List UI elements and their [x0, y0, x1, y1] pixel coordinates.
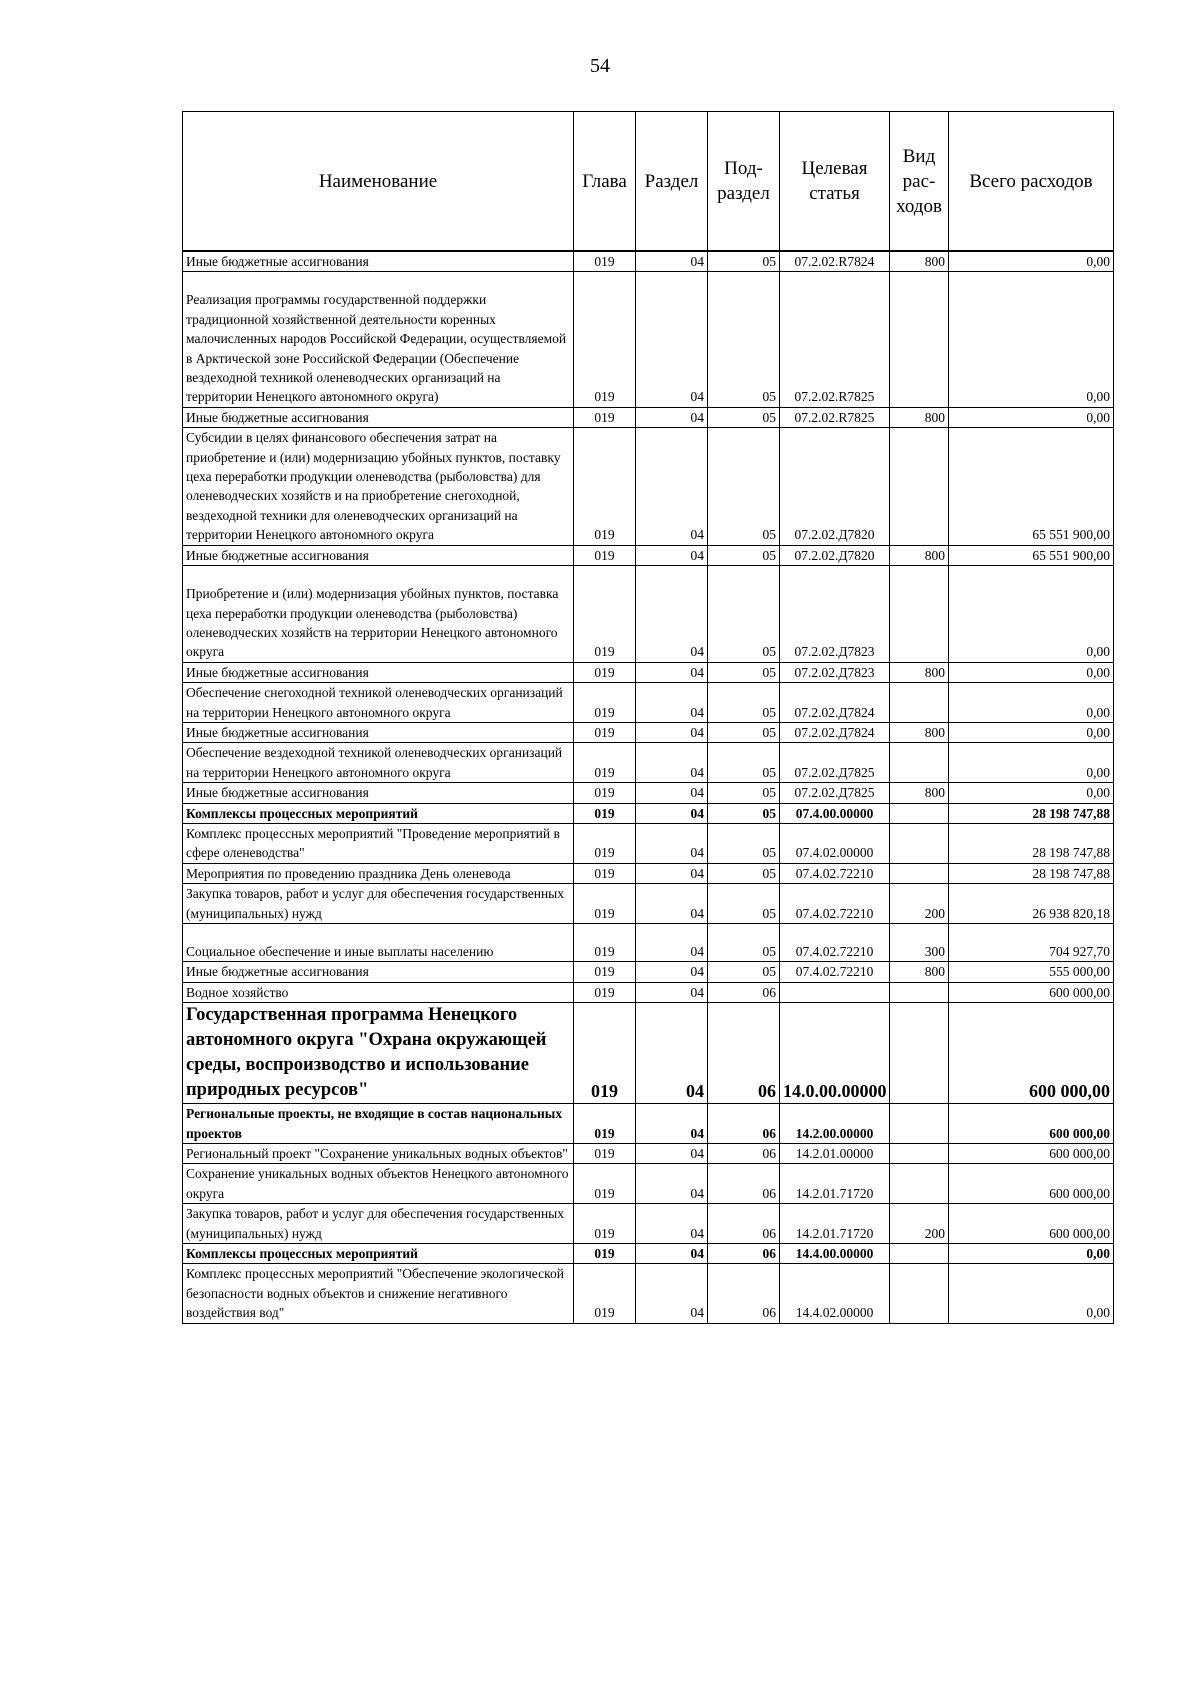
row-chapter: 019 — [574, 1244, 636, 1264]
row-amount: 0,00 — [949, 272, 1114, 407]
row-subsection: 05 — [708, 823, 780, 863]
row-section: 04 — [636, 1164, 708, 1204]
row-subsection: 05 — [708, 722, 780, 742]
row-chapter: 019 — [574, 924, 636, 962]
row-chapter: 019 — [574, 1164, 636, 1204]
row-amount: 600 000,00 — [949, 1204, 1114, 1244]
row-section: 04 — [636, 1264, 708, 1323]
row-chapter: 019 — [574, 803, 636, 823]
table-row — [183, 1244, 1114, 1264]
row-name: Мероприятия по проведению праздника День оленевода — [183, 863, 574, 883]
row-expense-type — [890, 803, 949, 823]
row-chapter: 019 — [574, 407, 636, 427]
row-subsection: 05 — [708, 251, 780, 272]
row-chapter: 019 — [574, 1264, 636, 1323]
row-name: Региональные проекты, не входящие в состав национальных проектов — [183, 1104, 574, 1144]
table-row — [183, 884, 1114, 924]
row-chapter: 019 — [574, 1204, 636, 1244]
table-row — [183, 823, 1114, 863]
row-section: 04 — [636, 962, 708, 982]
row-subsection: 06 — [708, 1204, 780, 1244]
row-expense-type: 800 — [890, 407, 949, 427]
row-amount: 600 000,00 — [949, 1104, 1114, 1144]
row-name: Иные бюджетные ассигнования — [183, 407, 574, 427]
table-row — [183, 982, 1114, 1002]
row-target-article: 07.2.02.Д7824 — [780, 722, 890, 742]
row-expense-type: 200 — [890, 884, 949, 924]
row-expense-type: 800 — [890, 662, 949, 682]
table-row — [183, 566, 1114, 663]
row-name: Комплекс процессных мероприятий "Проведение мероприятий в сфере оленеводства" — [183, 823, 574, 863]
table-row — [183, 545, 1114, 565]
row-name: Комплексы процессных мероприятий — [183, 1244, 574, 1264]
row-amount: 0,00 — [949, 783, 1114, 803]
row-chapter: 019 — [574, 251, 636, 272]
table-row — [183, 863, 1114, 883]
row-name: Комплексы процессных мероприятий — [183, 803, 574, 823]
row-section: 04 — [636, 272, 708, 407]
row-name: Сохранение уникальных водных объектов Ненецкого автономного округа — [183, 1164, 574, 1204]
row-subsection: 05 — [708, 863, 780, 883]
row-amount: 0,00 — [949, 1264, 1114, 1323]
row-expense-type — [890, 1264, 949, 1323]
row-name: Иные бюджетные ассигнования — [183, 722, 574, 742]
row-target-article: 07.2.02.Д7825 — [780, 743, 890, 783]
row-section: 04 — [636, 884, 708, 924]
table-row — [183, 743, 1114, 783]
row-chapter: 019 — [574, 962, 636, 982]
row-name: Водное хозяйство — [183, 982, 574, 1002]
table-row — [183, 1204, 1114, 1244]
row-section: 04 — [636, 683, 708, 723]
row-target-article: 14.2.00.00000 — [780, 1104, 890, 1144]
row-subsection: 06 — [708, 1264, 780, 1323]
row-subsection: 05 — [708, 884, 780, 924]
row-chapter: 019 — [574, 722, 636, 742]
row-chapter: 019 — [574, 566, 636, 663]
row-amount: 26 938 820,18 — [949, 884, 1114, 924]
row-name: Субсидии в целях финансового обеспечения затрат на приобретение и (или) модернизацию убойных пунктов, поставку цеха переработки продукции оленеводства (рыболовства) для оленеводческих хозяйств и на приобретение снегоходной, вездеходной техники для оленеводческих организаций на территории Ненецкого автономного округа — [183, 428, 574, 545]
table-row — [183, 962, 1114, 982]
row-amount: 555 000,00 — [949, 962, 1114, 982]
row-section: 04 — [636, 783, 708, 803]
row-amount: 0,00 — [949, 743, 1114, 783]
table-row — [183, 722, 1114, 742]
row-name: Комплекс процессных мероприятий "Обеспечение экологической безопасности водных объектов и снижение негативного воздействия вод" — [183, 1264, 574, 1323]
row-subsection: 05 — [708, 566, 780, 663]
row-name: Иные бюджетные ассигнования — [183, 545, 574, 565]
row-name: Социальное обеспечение и иные выплаты населению — [183, 924, 574, 962]
row-chapter: 019 — [574, 272, 636, 407]
row-name: Закупка товаров, работ и услуг для обеспечения государственных (муниципальных) нужд — [183, 884, 574, 924]
row-section: 04 — [636, 823, 708, 863]
row-chapter: 019 — [574, 982, 636, 1002]
row-subsection: 05 — [708, 803, 780, 823]
row-subsection: 05 — [708, 662, 780, 682]
row-amount: 65 551 900,00 — [949, 545, 1114, 565]
row-target-article: 14.0.00.00000 — [780, 1003, 890, 1104]
row-target-article: 07.4.02.72210 — [780, 884, 890, 924]
row-expense-type — [890, 1164, 949, 1204]
row-section: 04 — [636, 1144, 708, 1164]
row-target-article: 14.4.00.00000 — [780, 1244, 890, 1264]
row-subsection: 05 — [708, 407, 780, 427]
row-target-article: 07.2.02.Д7823 — [780, 566, 890, 663]
row-subsection: 05 — [708, 545, 780, 565]
row-expense-type — [890, 566, 949, 663]
row-name: Иные бюджетные ассигнования — [183, 962, 574, 982]
row-amount: 0,00 — [949, 566, 1114, 663]
header-chapter: Глава — [574, 112, 636, 252]
row-subsection: 05 — [708, 272, 780, 407]
row-expense-type — [890, 428, 949, 545]
row-chapter: 019 — [574, 823, 636, 863]
row-amount: 0,00 — [949, 662, 1114, 682]
table-row — [183, 1003, 1114, 1104]
row-section: 04 — [636, 743, 708, 783]
row-name: Иные бюджетные ассигнования — [183, 662, 574, 682]
row-section: 04 — [636, 924, 708, 962]
row-expense-type — [890, 683, 949, 723]
row-name: Обеспечение вездеходной техникой оленеводческих организаций на территории Ненецкого автономного округа — [183, 743, 574, 783]
table-header-row — [183, 112, 1114, 252]
row-section: 04 — [636, 1244, 708, 1264]
table-row — [183, 428, 1114, 545]
row-section: 04 — [636, 803, 708, 823]
row-section: 04 — [636, 251, 708, 272]
header-expense-type: Вид рас-ходов — [890, 112, 949, 252]
row-expense-type — [890, 743, 949, 783]
row-target-article: 07.2.02.Д7823 — [780, 662, 890, 682]
row-target-article: 14.2.01.00000 — [780, 1144, 890, 1164]
row-amount: 0,00 — [949, 722, 1114, 742]
row-subsection: 05 — [708, 924, 780, 962]
table-row — [183, 924, 1114, 962]
row-section: 04 — [636, 662, 708, 682]
table-row — [183, 272, 1114, 407]
row-chapter: 019 — [574, 783, 636, 803]
row-target-article: 07.4.02.00000 — [780, 823, 890, 863]
row-subsection: 05 — [708, 743, 780, 783]
row-name: Иные бюджетные ассигнования — [183, 783, 574, 803]
table-row — [183, 251, 1114, 272]
header-total: Всего расходов — [949, 112, 1114, 252]
table-row — [183, 1164, 1114, 1204]
row-section: 04 — [636, 863, 708, 883]
row-target-article: 14.2.01.71720 — [780, 1164, 890, 1204]
row-expense-type: 300 — [890, 924, 949, 962]
row-target-article: 07.4.00.00000 — [780, 803, 890, 823]
row-amount: 600 000,00 — [949, 1164, 1114, 1204]
row-expense-type — [890, 823, 949, 863]
row-name: Региональный проект "Сохранение уникальных водных объектов" — [183, 1144, 574, 1164]
row-target-article — [780, 982, 890, 1002]
row-subsection: 05 — [708, 683, 780, 723]
row-subsection: 06 — [708, 982, 780, 1002]
row-amount: 28 198 747,88 — [949, 803, 1114, 823]
row-expense-type — [890, 1244, 949, 1264]
row-chapter: 019 — [574, 662, 636, 682]
row-name: Государственная программа Ненецкого автономного округа "Охрана окружающей среды, воспроизводство и использование природных ресурсов" — [183, 1003, 574, 1104]
row-section: 04 — [636, 545, 708, 565]
row-chapter: 019 — [574, 1003, 636, 1104]
row-expense-type: 800 — [890, 783, 949, 803]
row-amount: 0,00 — [949, 1244, 1114, 1264]
row-amount: 0,00 — [949, 407, 1114, 427]
row-expense-type — [890, 982, 949, 1002]
row-amount: 600 000,00 — [949, 982, 1114, 1002]
row-target-article: 07.4.02.72210 — [780, 863, 890, 883]
row-chapter: 019 — [574, 1144, 636, 1164]
row-subsection: 06 — [708, 1244, 780, 1264]
row-expense-type — [890, 863, 949, 883]
row-name: Иные бюджетные ассигнования — [183, 251, 574, 272]
row-amount: 65 551 900,00 — [949, 428, 1114, 545]
row-amount: 28 198 747,88 — [949, 823, 1114, 863]
row-amount: 704 927,70 — [949, 924, 1114, 962]
row-subsection: 05 — [708, 783, 780, 803]
row-expense-type: 200 — [890, 1204, 949, 1244]
row-expense-type — [890, 1144, 949, 1164]
row-amount: 0,00 — [949, 251, 1114, 272]
row-section: 04 — [636, 1104, 708, 1144]
row-expense-type: 800 — [890, 722, 949, 742]
row-chapter: 019 — [574, 683, 636, 723]
row-section: 04 — [636, 428, 708, 545]
header-section: Раздел — [636, 112, 708, 252]
row-target-article: 07.2.02.Д7820 — [780, 428, 890, 545]
row-amount: 0,00 — [949, 683, 1114, 723]
row-chapter: 019 — [574, 545, 636, 565]
row-target-article: 14.2.01.71720 — [780, 1204, 890, 1244]
header-name: Наименование — [183, 112, 574, 252]
row-target-article: 14.4.02.00000 — [780, 1264, 890, 1323]
row-section: 04 — [636, 1204, 708, 1244]
row-amount: 600 000,00 — [949, 1144, 1114, 1164]
row-expense-type — [890, 1003, 949, 1104]
row-expense-type: 800 — [890, 545, 949, 565]
page-number: 54 — [590, 55, 610, 77]
row-target-article: 07.2.02.R7825 — [780, 407, 890, 427]
table-row — [183, 662, 1114, 682]
row-section: 04 — [636, 407, 708, 427]
row-expense-type: 800 — [890, 251, 949, 272]
row-chapter: 019 — [574, 428, 636, 545]
row-amount: 28 198 747,88 — [949, 863, 1114, 883]
row-name: Обеспечение снегоходной техникой оленеводческих организаций на территории Ненецкого автономного округа — [183, 683, 574, 723]
row-chapter: 019 — [574, 743, 636, 783]
row-subsection: 06 — [708, 1104, 780, 1144]
row-section: 04 — [636, 982, 708, 1002]
row-name: Приобретение и (или) модернизация убойных пунктов, поставка цеха переработки продукции оленеводства (рыболовства) оленеводческих хозяйств на территории Ненецкого автономного округа — [183, 566, 574, 663]
table-row — [183, 407, 1114, 427]
row-subsection: 06 — [708, 1164, 780, 1204]
table-row — [183, 803, 1114, 823]
table-row — [183, 783, 1114, 803]
row-target-article: 07.2.02.Д7820 — [780, 545, 890, 565]
table-row — [183, 1264, 1114, 1323]
header-subsection: Под-раздел — [708, 112, 780, 252]
row-chapter: 019 — [574, 884, 636, 924]
row-chapter: 019 — [574, 863, 636, 883]
table-row — [183, 683, 1114, 723]
row-section: 04 — [636, 1003, 708, 1104]
row-subsection: 06 — [708, 1144, 780, 1164]
row-target-article: 07.4.02.72210 — [780, 962, 890, 982]
row-target-article: 07.2.02.R7825 — [780, 272, 890, 407]
row-section: 04 — [636, 566, 708, 663]
row-name: Закупка товаров, работ и услуг для обеспечения государственных (муниципальных) нужд — [183, 1204, 574, 1244]
row-target-article: 07.4.02.72210 — [780, 924, 890, 962]
row-subsection: 05 — [708, 428, 780, 545]
row-expense-type — [890, 1104, 949, 1144]
row-amount: 600 000,00 — [949, 1003, 1114, 1104]
row-expense-type — [890, 272, 949, 407]
row-name: Реализация программы государственной поддержки традиционной хозяйственной деятельности коренных малочисленных народов Российской Федерации, осуществляемой в Арктической зоне Российской Федерации (Обеспечение вездеходной техникой оленеводческих организаций на территории Ненецкого автономного округа) — [183, 272, 574, 407]
row-subsection: 06 — [708, 1003, 780, 1104]
table-row — [183, 1144, 1114, 1164]
row-section: 04 — [636, 722, 708, 742]
budget-table — [182, 111, 1114, 1324]
row-chapter: 019 — [574, 1104, 636, 1144]
table-row — [183, 1104, 1114, 1144]
row-target-article: 07.2.02.Д7824 — [780, 683, 890, 723]
header-target-article: Целевая статья — [780, 112, 890, 252]
row-target-article: 07.2.02.R7824 — [780, 251, 890, 272]
row-target-article: 07.2.02.Д7825 — [780, 783, 890, 803]
row-subsection: 05 — [708, 962, 780, 982]
row-expense-type: 800 — [890, 962, 949, 982]
